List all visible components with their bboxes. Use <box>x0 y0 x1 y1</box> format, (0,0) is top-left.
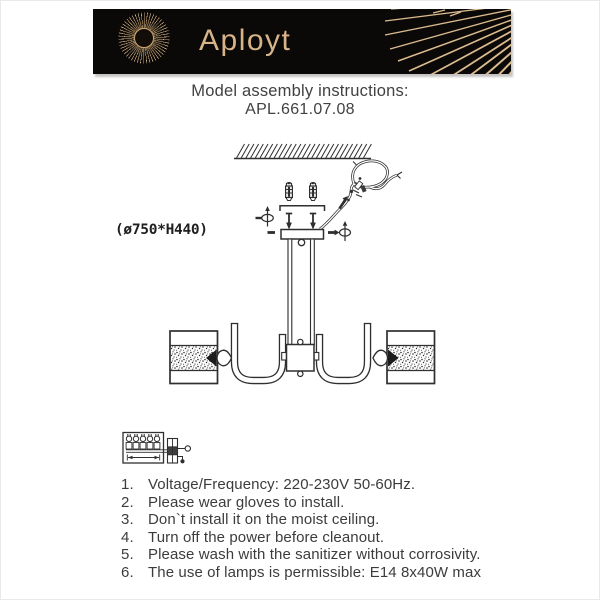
hanging-rods <box>288 239 314 345</box>
item-number: 4. <box>121 528 134 546</box>
wall-anchor-icons <box>286 183 317 201</box>
ceiling-hatch <box>234 144 371 166</box>
rotate-indicator-left-icon <box>256 206 274 227</box>
instruction-item <box>121 494 481 512</box>
instruction-item <box>121 564 481 582</box>
rotate-indicator-right-icon <box>340 221 351 241</box>
power-wire <box>320 161 402 229</box>
terminal-block-diagram <box>123 433 191 464</box>
instruction-item <box>121 529 481 547</box>
item-number: 2. <box>121 493 134 511</box>
item-text: Please wash with the sanitizer without corrosivity. <box>148 546 481 564</box>
canopy-plate <box>268 230 340 246</box>
item-text: The use of lamps is permissible: E14 8x40W max <box>148 563 482 581</box>
item-number: 5. <box>121 546 134 564</box>
dimension-label: (ø750*H440) <box>115 222 208 238</box>
page-title: Model assembly instructions: <box>191 82 409 100</box>
item-number: 6. <box>121 563 134 581</box>
instruction-item <box>121 511 481 529</box>
lamp-shade-left <box>170 331 232 384</box>
lamp-bulb-icon <box>373 350 388 366</box>
item-text: Don`t install it on the moist ceiling. <box>148 511 380 529</box>
lamp-bulb-icon <box>217 350 232 366</box>
mounting-screw-icons <box>286 214 316 230</box>
instructions-list <box>121 476 481 582</box>
item-number: 3. <box>121 511 134 529</box>
instruction-item <box>121 476 481 494</box>
model-number: APL.661.07.08 <box>245 101 355 118</box>
instruction-item <box>121 546 481 564</box>
chandelier-hub <box>282 339 319 376</box>
mounting-bracket <box>280 206 325 211</box>
item-text: Please wear gloves to install. <box>148 493 345 511</box>
lamp-shade-right <box>373 331 435 384</box>
item-text: Turn off the power before cleanout. <box>148 528 385 546</box>
item-text: Voltage/Frequency: 220-230V 50-60Hz. <box>148 476 416 493</box>
brand-wordmark: Aployt <box>199 24 292 57</box>
item-number: 1. <box>121 476 134 493</box>
